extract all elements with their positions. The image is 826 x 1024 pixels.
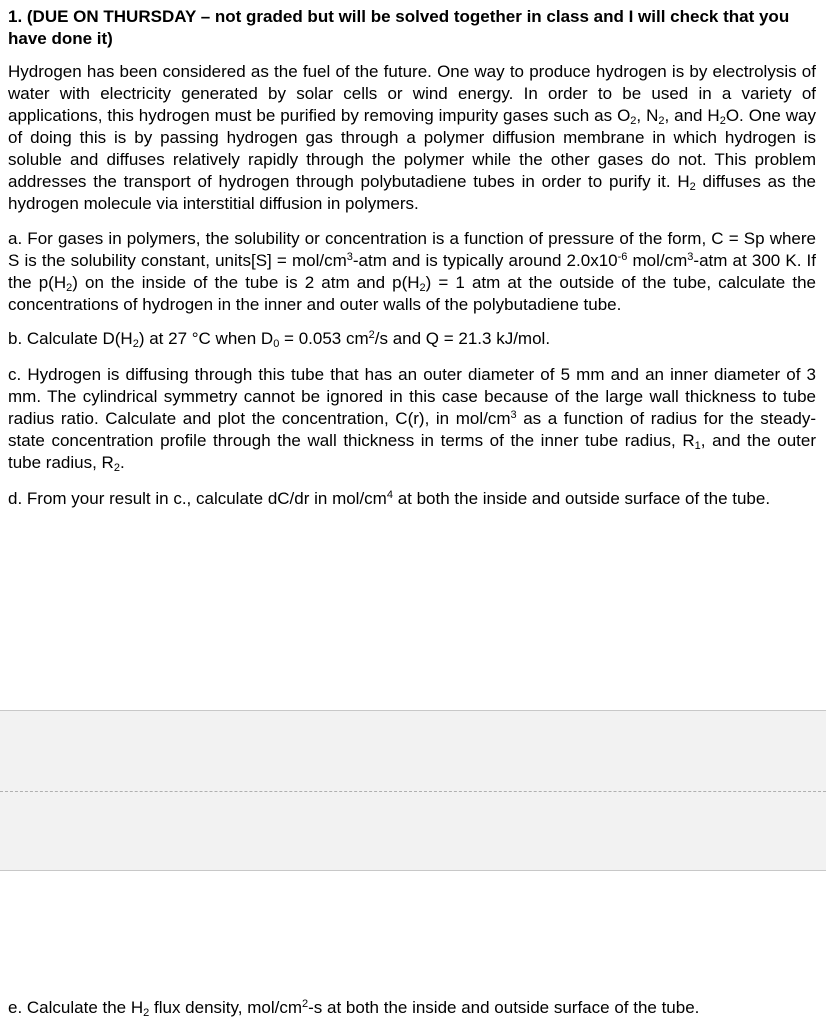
text: , N <box>636 106 659 125</box>
text: d. From your result in c., calculate dC/dr in mol/cm <box>8 489 387 508</box>
text: c. Hydrogen is diffusing through this tube that has an outer diameter of 5 mm and an inner diameter of 3 mm. The cylindrical symmetry cannot be ignored in this case because of the large wall thickness to tube radius ratio. Calculate and plot the concentration, C(r), in mol/cm <box>8 365 816 428</box>
subscript: 2 <box>66 282 73 294</box>
superscript: 3 <box>687 251 694 263</box>
text: ) at 27 °C when D <box>138 329 274 348</box>
part-b-paragraph <box>8 328 816 350</box>
subscript: 2 <box>132 338 139 350</box>
answer-divider <box>0 791 826 792</box>
text: = 0.053 cm <box>279 329 369 348</box>
text: O. One way of doing this is by passing hydrogen gas through a polymer diffusion membrane in which hydrogen is soluble and diffuses relatively rapidly through the polymer while the other gases do not. This problem addresses the transport of hydrogen through polybutadiene tubes in order to purify it. H <box>8 106 816 191</box>
intro-paragraph <box>8 61 816 215</box>
superscript: 4 <box>386 489 393 501</box>
text: b. Calculate D(H <box>8 329 133 348</box>
superscript: -6 <box>617 251 628 263</box>
subscript: 2 <box>689 181 696 193</box>
text: flux density, mol/cm <box>149 998 302 1017</box>
subscript: 2 <box>719 115 726 127</box>
text: , and the outer tube radius, R <box>8 431 816 472</box>
problem-document <box>8 6 816 510</box>
problem-heading: 1. (DUE ON THURSDAY – not graded but will be solved together in class and I will check that you have done it) <box>8 7 790 48</box>
answer-area[interactable] <box>0 710 826 871</box>
subscript: 0 <box>273 338 280 350</box>
text: e. Calculate the H <box>8 998 144 1017</box>
subscript: 2 <box>658 115 665 127</box>
text: ) on the inside of the tube is 2 atm and p(H <box>72 273 420 292</box>
text: ) = 1 atm at the outside of the tube, calculate the concentrations of hydrogen in the inner and outer walls of the polybutadiene tube. <box>8 273 816 314</box>
subscript: 2 <box>113 462 120 474</box>
text: -atm and is typically around 2.0x10 <box>352 251 618 270</box>
text: a. For gases in polymers, the solubility or concentration is a function of pressure of the form, C = Sp where S is the solubility constant, units[S] = mol/cm <box>8 229 816 270</box>
text: as a function of radius for the steady-state concentration profile through the wall thickness in terms of the inner tube radius, R <box>8 409 816 450</box>
part-e-paragraph <box>8 997 816 1019</box>
text: at both the inside and outside surface of the tube. <box>392 489 771 508</box>
text: /s and Q = 21.3 kJ/mol. <box>374 329 551 348</box>
text: -s at both the inside and outside surface of the tube. <box>308 998 700 1017</box>
text: Hydrogen has been considered as the fuel of the future. One way to produce hydrogen is by electrolysis of water with electricity generated by solar cells or wind energy. In order to be used in a variety of applications, this hydrogen must be purified by removing impurity gases such as O <box>8 62 816 125</box>
superscript: 3 <box>346 251 353 263</box>
part-d-paragraph <box>8 488 816 510</box>
superscript: 2 <box>302 998 309 1010</box>
text: , and H <box>664 106 720 125</box>
subscript: 1 <box>694 440 701 452</box>
part-c-paragraph <box>8 364 816 474</box>
part-a-paragraph <box>8 228 816 316</box>
text: mol/cm <box>627 251 688 270</box>
text: diffuses as the hydrogen molecule via interstitial diffusion in polymers. <box>8 172 816 213</box>
text: -atm at 300 K. If the p(H <box>8 251 816 292</box>
superscript: 2 <box>368 329 375 341</box>
subscript: 2 <box>630 115 637 127</box>
subscript: 2 <box>143 1007 150 1019</box>
superscript: 3 <box>510 409 517 421</box>
subscript: 2 <box>419 282 426 294</box>
text: . <box>119 453 125 472</box>
